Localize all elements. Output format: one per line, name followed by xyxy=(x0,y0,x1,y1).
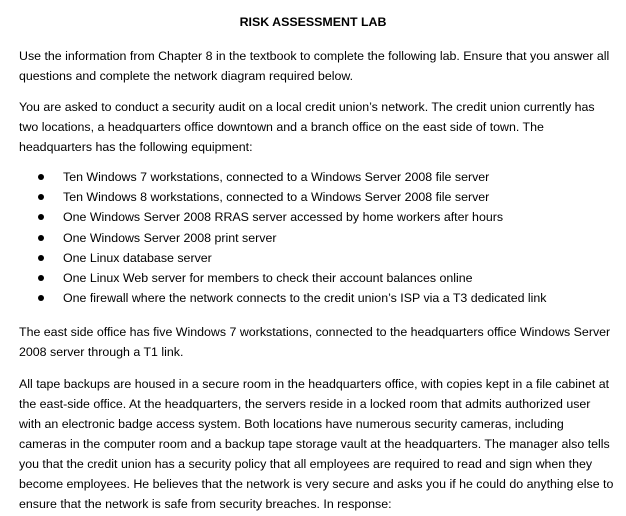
equipment-list xyxy=(0,167,626,308)
list-item-text: One Windows Server 2008 RRAS server accessed by home workers after hours xyxy=(63,210,504,225)
list-item xyxy=(0,167,626,187)
list-item xyxy=(0,248,626,268)
list-item-text: Ten Windows 7 workstations, connected to a Windows Server 2008 file server xyxy=(63,170,490,184)
scenario-paragraph: You are asked to conduct a security audit on a local credit union’s network. The credit union currently has two locations, a headquarters office downtown and a branch office on the east side of town. The headquarters has the following equipment: xyxy=(19,100,595,154)
bullet-icon xyxy=(38,214,44,220)
list-item-text: One firewall where the network connects to the credit union’s ISP via a T3 dedicated link xyxy=(63,291,547,306)
backups-paragraph: All tape backups are housed in a secure room in the headquarters office, with copies kept in a file cabinet at the east-side office. At the headquarters, the servers reside in a locked room that admits authorized user with an electronic badge access system. Both locations have numerous security cameras, including cameras in the computer room and a backup tape storage vault at the headquarters. The manager also tells you that the credit union has a security policy that all employees are required to read and sign when they become employees. He believes that the network is very secure and asks you if he could do anything else to ensure that the network is safe from security breaches. In response: xyxy=(19,377,614,511)
bullet-icon xyxy=(38,255,44,261)
bullet-icon xyxy=(38,295,44,301)
bullet-icon xyxy=(38,235,44,241)
intro-paragraph: Use the information from Chapter 8 in the textbook to complete the following lab. Ensure that you answer all questions and complete the network diagram required below. xyxy=(19,49,610,83)
list-item-text: One Windows Server 2008 print server xyxy=(63,230,277,245)
list-item xyxy=(0,268,626,288)
east-office-paragraph: The east side office has five Windows 7 workstations, connected to the headquarters office Windows Server 2008 server through a T1 link. xyxy=(19,325,611,359)
list-item-text: One Linux Web server for members to check their account balances online xyxy=(63,270,473,285)
list-item-text: Ten Windows 8 workstations, connected to a Windows Server 2008 file server xyxy=(63,190,490,205)
list-item-text: One Linux database server xyxy=(63,250,212,265)
list-item xyxy=(0,207,626,227)
bullet-icon xyxy=(38,194,44,200)
bullet-icon xyxy=(38,275,44,281)
list-item xyxy=(0,228,626,248)
document-title: RISK ASSESSMENT LAB xyxy=(239,15,387,29)
list-item xyxy=(0,288,626,308)
list-item xyxy=(0,187,626,207)
bullet-icon xyxy=(38,174,44,180)
